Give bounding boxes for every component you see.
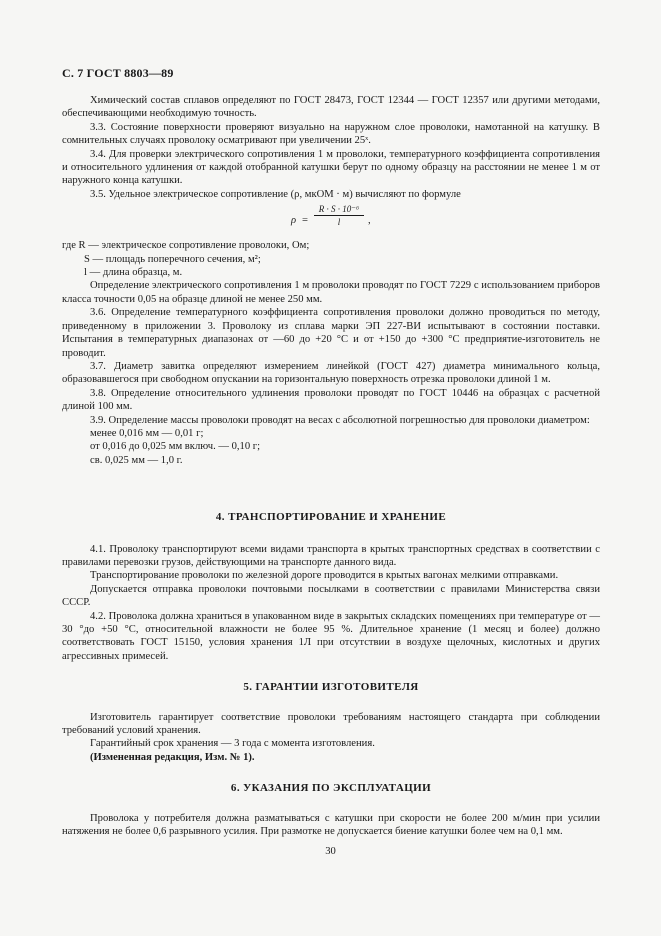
- paragraph-chemical-composition: Химический состав сплавов определяют по ГОСТ 28473, ГОСТ 12344 — ГОСТ 12357 или другими методами, обеспечивающими необходимую точность.: [62, 95, 600, 120]
- paragraph-rail-transport: Транспортирование проволоки по железной дороге проводится в крытых вагонах мелкими отправками.: [90, 570, 559, 582]
- section-6-title: 6. УКАЗАНИЯ ПО ЭКСПЛУАТАЦИИ: [230, 782, 432, 795]
- formula-lhs: ρ: [291, 215, 297, 227]
- where-item-area: S — площадь поперечного сечения, м²;: [84, 253, 261, 265]
- formula-tail: ,: [368, 215, 371, 227]
- formula-denominator: l: [337, 217, 341, 228]
- paragraph-operation: Проволока у потребителя должна разматываться с катушки при скорости не более 200 м/мин при усилии натяжения не более 0,6 разрывного усилия. При размотке не допускается биение катушки более чем на 0,1 мм.: [62, 812, 600, 838]
- paragraph-warranty-period: Гарантийный срок хранения — 3 года с момента изготовления.: [90, 738, 375, 750]
- section-4-title: 4. ТРАНСПОРТИРОВАНИЕ И ХРАНЕНИЕ: [215, 511, 447, 524]
- paragraph-3-4: 3.4. Для проверки электрического сопротивления 1 м проволоки, температурного коэффициента сопротивления и относительного удлинения от каждой отобранной катушки берут по одному образцу на расстоянии не менее 1 м от наружного конца катушки.: [62, 148, 600, 187]
- where-clause: где R — электрическое сопротивление проволоки, Ом;: [62, 240, 310, 252]
- mass-list-item: от 0,016 до 0,025 мм включ. — 0,10 г;: [90, 441, 261, 453]
- paragraph-3-9: 3.9. Определение массы проволоки проводят на весах с абсолютной погрешностью для проволоки диаметром:: [90, 414, 590, 426]
- section-5-title: 5. ГАРАНТИИ ИЗГОТОВИТЕЛЯ: [243, 681, 419, 694]
- where-item-length: l — длина образца, м.: [84, 267, 183, 279]
- paragraph-3-5: 3.5. Удельное электрическое сопротивление (ρ, мкОМ · м) вычисляют по формуле: [90, 188, 461, 200]
- page-header: С. 7 ГОСТ 8803—89: [62, 66, 174, 80]
- formula-fraction: [314, 203, 364, 228]
- paragraph-3-3: 3.3. Состояние поверхности проверяют визуально на наружном слое проволоки, намотанной на катушку. В сомнительных случаях проволоку осматривают при увеличении 25ˣ.: [62, 121, 600, 147]
- formula-numerator: R · S · 10⁻⁶: [314, 203, 364, 216]
- paragraph-4-2: 4.2. Проволока должна храниться в упакованном виде в закрытых складских помещениях при температуре от —30 °до +50 °С, относительной влажности не более 95 %. Длительное хранение (1 месяц и более) должно соответствовать ГОСТ 15150, условия хранения 1Л при отсутствии в воздухе щелочных, кислотных и других агрессивных примесей.: [62, 610, 600, 662]
- paragraph-3-6: 3.6. Определение температурного коэффициента сопротивления проволоки должно проводиться по методу, приведенному в приложении 3. Проволоку из сплава марки ЭП 227-ВИ испытывают в состоянии поставки. Испытания в температурных диапазонах от —60 до +20 °С и от +150 до +300 °С предприятие-изготовитель не проводит.: [62, 307, 600, 359]
- paragraph-postal: Допускается отправка проволоки почтовыми посылками в соответствии с правилами Министерства связи СССР.: [62, 583, 600, 609]
- page-number: 30: [325, 846, 336, 857]
- resistivity-formula: [62, 201, 600, 239]
- amendment-note: (Измененная редакция, Изм. № 1).: [90, 751, 255, 763]
- document-body: [62, 94, 600, 838]
- paragraph-3-7: 3.7. Диаметр завитка определяют измерением линейкой (ГОСТ 427) диаметра минимального кольца, образовавшегося при свободном опускании на горизонтальную поверхность отрезка проволоки длиной 1 м.: [62, 360, 600, 386]
- paragraph-resistance-method: Определение электрического сопротивления 1 м проволоки проводят по ГОСТ 7229 с использованием приборов класса точности 0,05 на образце длиной не менее 250 мм.: [62, 280, 600, 305]
- formula-equals: =: [302, 215, 308, 227]
- mass-list-item: св. 0,025 мм — 1,0 г.: [90, 454, 183, 466]
- paragraph-3-8: 3.8. Определение относительного удлинения проволоки проводят по ГОСТ 10446 на образцах с расчетной длиной 100 мм.: [62, 387, 600, 413]
- mass-list-item: менее 0,016 мм — 0,01 г;: [90, 427, 204, 439]
- paragraph-4-1: 4.1. Проволоку транспортируют всеми видами транспорта в крытых транспортных средствах в соответствии с правилами перевозки грузов, действующими на транспорте данного вида.: [62, 543, 600, 568]
- paragraph-warranty: Изготовитель гарантирует соответствие проволоки требованиям настоящего стандарта при соблюдении требований условий хранения.: [62, 711, 600, 737]
